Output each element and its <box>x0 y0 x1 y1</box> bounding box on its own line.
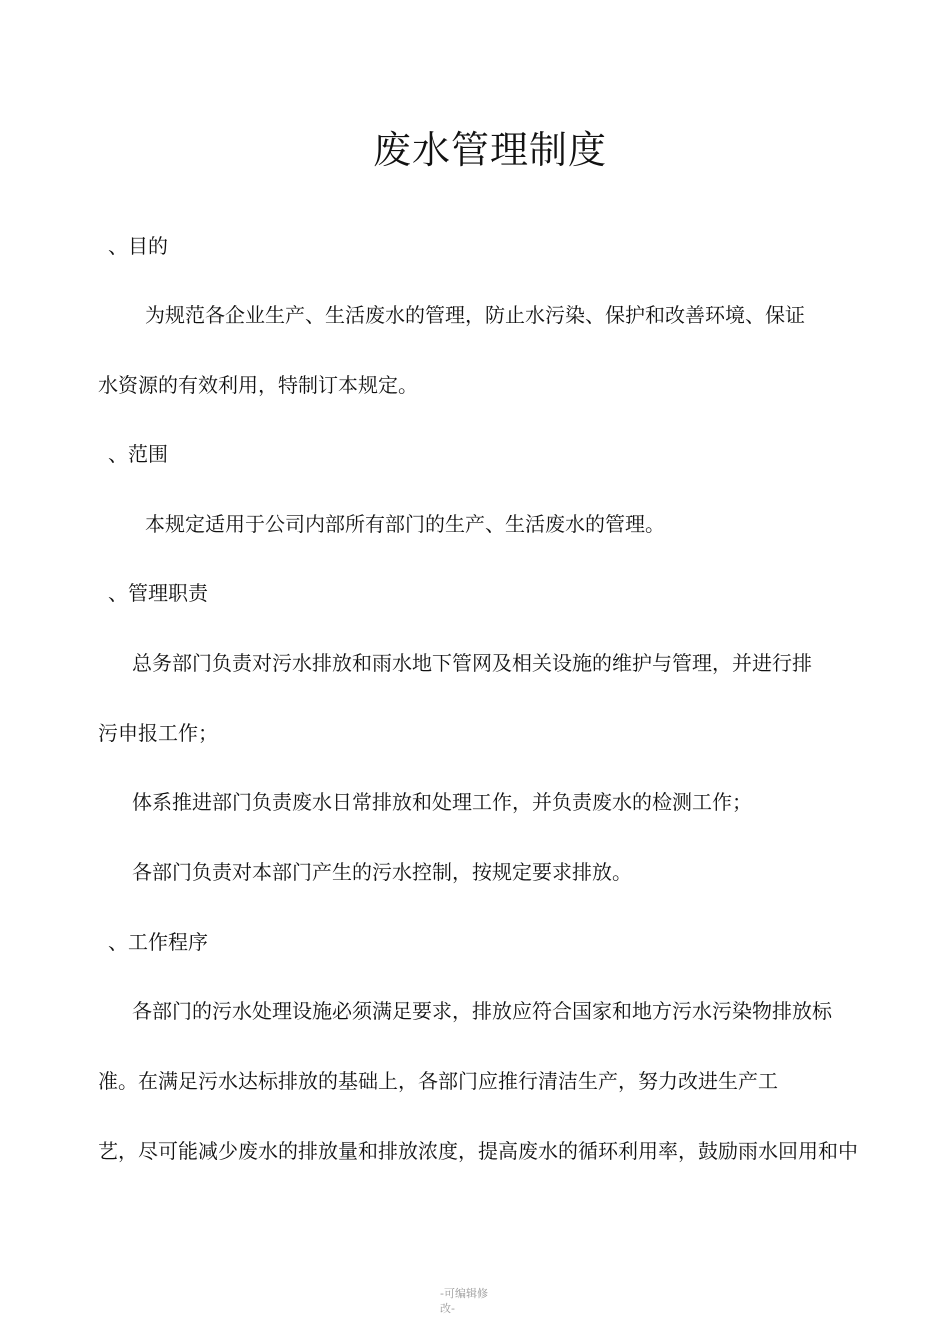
paragraph-line: 本规定适用于公司内部所有部门的生产、生活废水的管理。 <box>145 512 665 536</box>
document-title: 废水管理制度 <box>372 128 607 172</box>
page-footer: -可编辑修改- <box>440 1287 488 1315</box>
section-heading-purpose: 、目的 <box>108 234 168 258</box>
section-heading-scope: 、范围 <box>108 442 168 466</box>
section-heading-responsibilities: 、管理职责 <box>108 581 208 605</box>
paragraph-line: 总务部门负责对污水排放和雨水地下管网及相关设施的维护与管理，并进行排 <box>132 651 812 675</box>
paragraph-line: 准。在满足污水达标排放的基础上，各部门应推行清洁生产，努力改进生产工 <box>98 1069 778 1093</box>
paragraph-line: 为规范各企业生产、生活废水的管理，防止水污染、保护和改善环境、保证 <box>145 303 805 327</box>
paragraph-line: 艺，尽可能减少废水的排放量和排放浓度，提高废水的循环利用率，鼓励雨水回用和中 <box>98 1139 858 1163</box>
section-heading-procedure: 、工作程序 <box>108 930 208 954</box>
paragraph-line: 各部门负责对本部门产生的污水控制，按规定要求排放。 <box>132 860 632 884</box>
paragraph-line: 体系推进部门负责废水日常排放和处理工作，并负责废水的检测工作； <box>132 790 752 814</box>
paragraph-line: 水资源的有效利用，特制订本规定。 <box>98 373 418 397</box>
paragraph-line: 各部门的污水处理设施必须满足要求，排放应符合国家和地方污水污染物排放标 <box>132 999 832 1023</box>
paragraph-line: 污申报工作； <box>98 721 218 745</box>
